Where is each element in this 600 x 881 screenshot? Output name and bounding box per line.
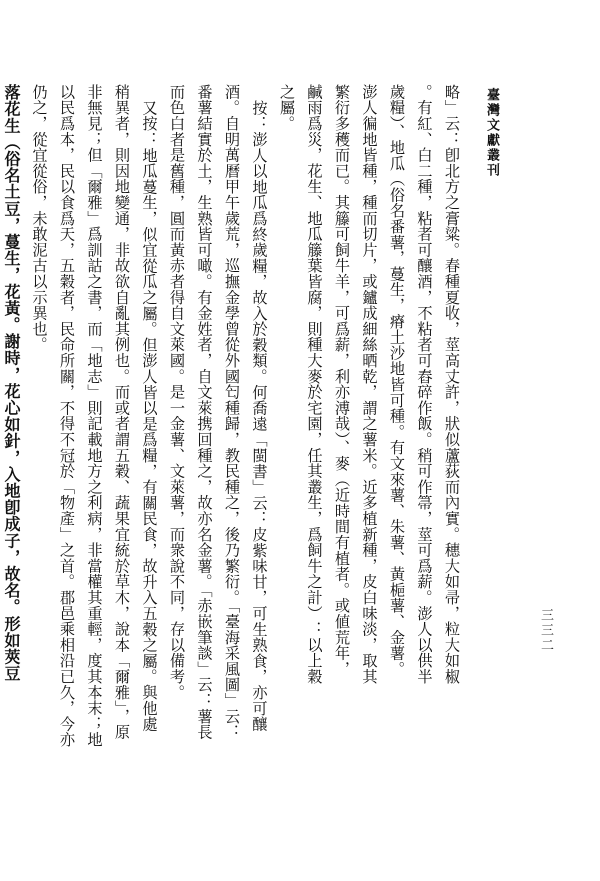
text-column: 之屬。 [278,84,296,132]
text-column-note: 按：澎人以地瓜爲終歲糧，故入於穀類。何喬遠「閩書」云：皮紫味甘，可生熟食，亦可釀 [250,100,269,732]
text-column: 番薯結實於土，生熟皆可噉。有金姓者，自文萊携回種之，故亦名金薯。「赤嵌筆談」云：薯長 [195,84,214,740]
text-column: 稍異者，則因地變通，非故欲自亂其例也。而或者謂五穀、蔬果宜統於草木，說本「爾雅」，原 [113,84,131,740]
text-column: 非無見；但「爾雅」爲訓詁之書，而「地志」則記載地方之利病，非當權其重輕，度其本末；地 [85,84,104,748]
text-column: 鹹雨爲災，花生、地瓜籐葉皆腐，則種大麥於宅園，任其叢生，爲飼牛之計）：以上穀 [305,84,324,685]
text-column: 而色白者是舊種，圓而黃赤者得自文萊國。是一金薯、文萊薯，而衆說不同，存以備考。 [168,84,186,701]
text-column-note: 又按：地瓜蔓生，似宜從瓜之屬。但澎人皆以是爲糧，有關民食，故升入五穀之屬。與他處 [140,100,159,732]
book-series-title: 臺灣文獻叢刊 [484,88,499,178]
text-column: 繁衍多穫而已。其籐可飼牛羊，可爲薪，利亦溥哉）、麥（近時間有植者。或値荒年， [333,84,351,677]
text-column: 。有紅、白二種，粘者可釀酒，不粘者可舂碎作飯。稍可作箒，莖可爲薪。澎人以供半 [415,84,434,685]
page-number: 三三二 [538,608,553,653]
text-column: 酒。自明萬曆甲午歲荒，巡撫金學曾從外國匄種歸，教民種之，後乃繁衍。「臺海采風圖」云： [223,84,241,740]
text-column: 歲糧）、地瓜（俗名番薯，蔓生，瘠土沙地皆可種。有文來薯、朱薯、黃梔薯、金薯。 [388,84,406,677]
text-column: 澎人徧地皆種，種而切片，或鑪成細絲晒乾，謂之薯米。近多植新種，皮白味淡，取其 [360,84,379,685]
text-column: 仍之，從宜從俗，未敢泥古以示異也。 [30,84,49,353]
vertical-text-body [2,84,465,844]
text-column: 略」云：卽北方之膏粱。春種夏收，莖高丈許，狀似蘆荻而內實。穗大如帚，粒大如椒 [443,84,461,685]
text-column-entry: 落花生（俗名土豆，蔓生，花黃。謝時，花心如針，入地卽成子，故名。形如莢豆 [2,84,21,682]
text-column: 以民爲本，民以食爲天，五穀者，民命所關，不得不冠於「物產」之首。郡邑乘相沿已久，今亦 [58,84,76,748]
